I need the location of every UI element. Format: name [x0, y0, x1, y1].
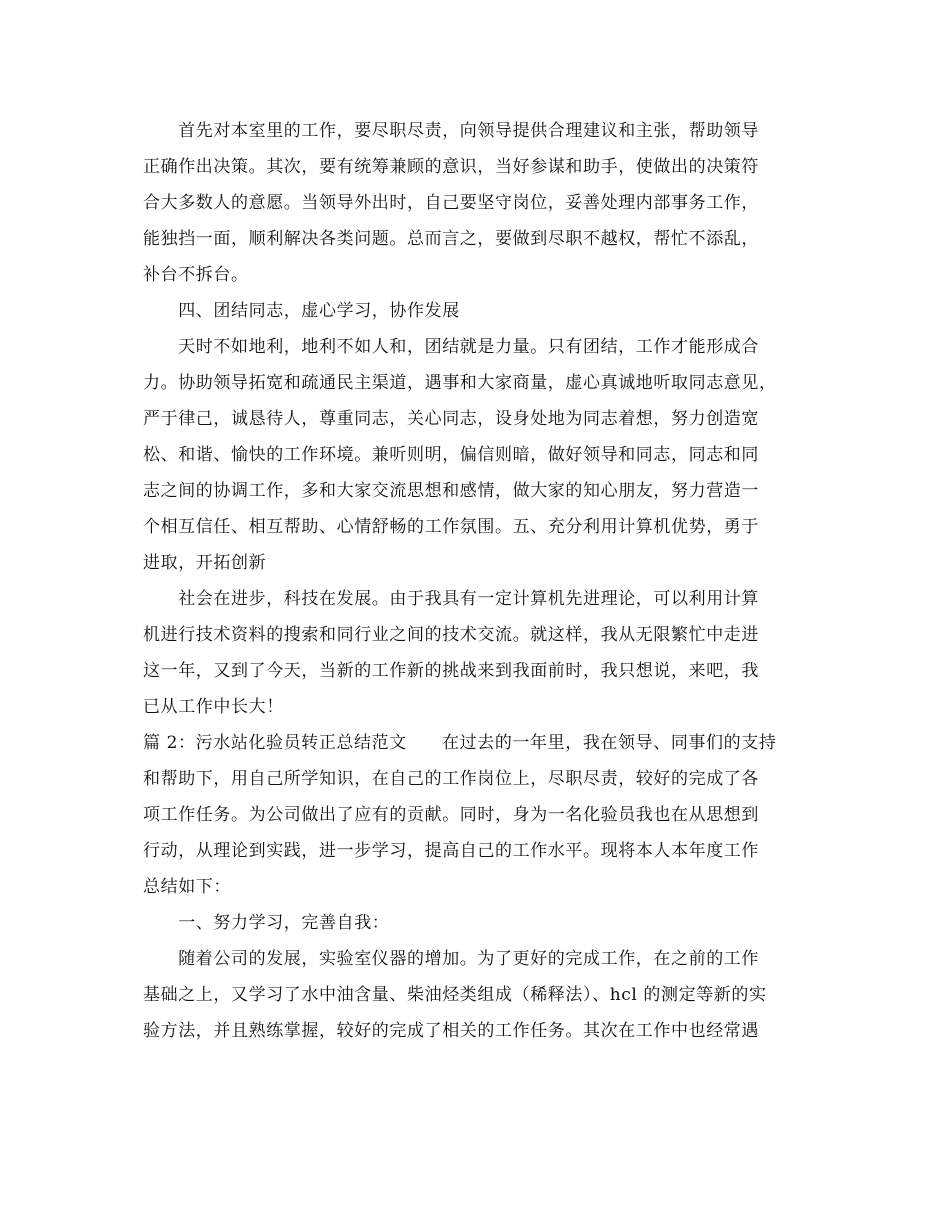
text-line: 正确作出决策。其次，要有统筹兼顾的意识，当好参谋和助手，使做出的决策符 — [143, 157, 759, 177]
text-line: 已从工作中长大！ — [143, 697, 284, 717]
text-line: 随着公司的发展，实验室仪器的增加。为了更好的完成工作，在之前的工作 — [143, 949, 759, 969]
article-heading-line: 篇 2：污水站化验员转正总结范文 在过去的一年里，我在领导、同事们的支持 — [143, 733, 777, 753]
text-line: 验方法，并且熟练掌握，较好的完成了相关的工作任务。其次在工作中也经常遇 — [143, 1021, 759, 1041]
text-line: 严于律己，诚恳待人，尊重同志，关心同志，设身处地为同志着想，努力创造宽 — [143, 409, 759, 429]
text-line: 天时不如地利，地利不如人和，团结就是力量。只有团结，工作才能形成合 — [143, 337, 759, 357]
text-line: 行动，从理论到实践，进一步学习，提高自己的工作水平。现将本人本年度工作 — [143, 841, 759, 861]
section-heading: 一、努力学习，完善自我： — [143, 913, 390, 933]
text-line: 项工作任务。为公司做出了应有的贡献。同时，身为一名化验员我也在从思想到 — [143, 805, 759, 825]
text-line: 能独挡一面，顺利解决各类问题。总而言之，要做到尽职不越权，帮忙不添乱， — [143, 229, 759, 249]
text-line: 力。协助领导拓宽和疏通民主渠道，遇事和大家商量，虚心真诚地听取同志意见， — [143, 373, 777, 393]
text-line: 社会在进步，科技在发展。由于我具有一定计算机先进理论，可以利用计算 — [143, 589, 759, 609]
text-line: 和帮助下，用自己所学知识，在自己的工作岗位上，尽职尽责，较好的完成了各 — [143, 769, 759, 789]
section-heading: 四、团结同志，虚心学习，协作发展 — [143, 301, 460, 321]
text-line: 补台不拆台。 — [143, 265, 249, 285]
text-line: 这一年，又到了今天，当新的工作新的挑战来到我面前时，我只想说，来吧，我 — [143, 661, 759, 681]
text-line: 合大多数人的意愿。当领导外出时，自己要坚守岗位，妥善处理内部事务工作， — [143, 193, 759, 213]
text-line: 首先对本室里的工作，要尽职尽责，向领导提供合理建议和主张，帮助领导 — [143, 121, 759, 141]
text-line: 个相互信任、相互帮助、心情舒畅的工作氛围。五、充分利用计算机优势，勇于 — [143, 517, 759, 537]
text-line: 总结如下： — [143, 877, 231, 897]
text-line: 机进行技术资料的搜索和同行业之间的技术交流。就这样，我从无限繁忙中走进 — [143, 625, 759, 645]
text-line: 松、和谐、愉快的工作环境。兼听则明，偏信则暗，做好领导和同志，同志和同 — [143, 445, 759, 465]
text-line: 基础之上，又学习了水中油含量、柴油烃类组成（稀释法）、hcl 的测定等新的实 — [143, 985, 767, 1005]
text-line: 进取，开拓创新 — [143, 553, 267, 573]
text-line: 志之间的协调工作，多和大家交流思想和感情，做大家的知心朋友，努力营造一 — [143, 481, 759, 501]
